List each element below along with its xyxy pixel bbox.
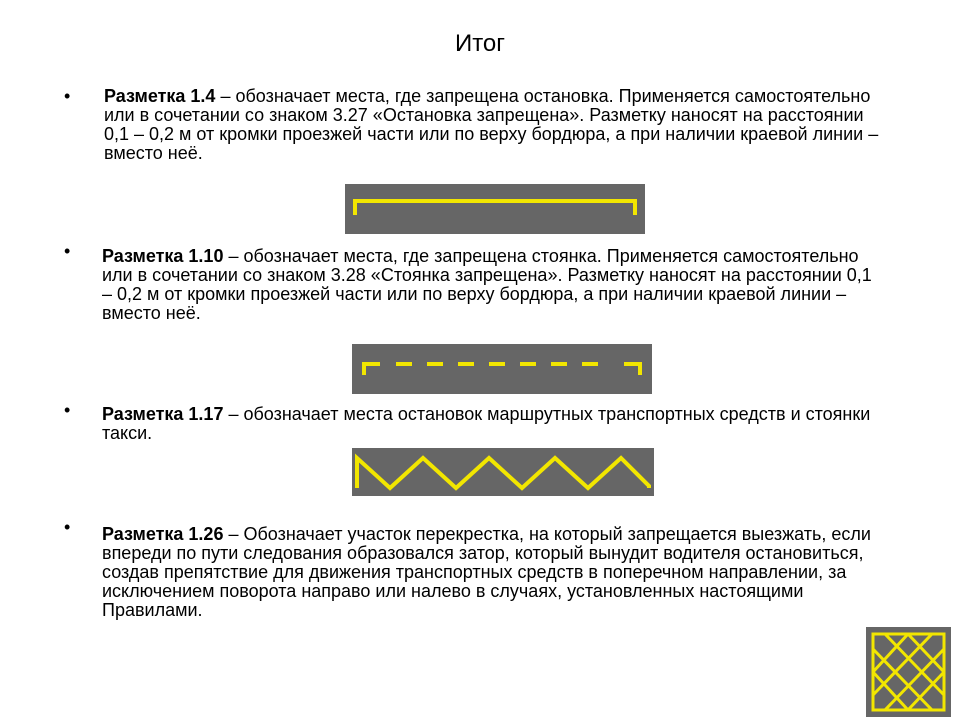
bullet: • <box>64 517 71 537</box>
marking-1-4-solid-line-illustration <box>345 184 645 234</box>
marking-1-10-label: Разметка 1.10 <box>102 246 224 266</box>
marking-1-4-text: – обозначает места, где запрещена остановка. Применяется самостоятельно или в сочетании со знаком 3.27 «Остановка запрещена». Разметку наносят на расстоянии 0,1 – 0,2 м от кромки проезжей части или по верху бордюра, а при наличии краевой линии – вместо неё. <box>104 86 879 163</box>
marking-1-4-description <box>104 87 884 163</box>
marking-1-26-text: – Обозначает участок перекрестка, на который запрещается выезжать, если впереди по пути следования образовался затор, который вынудит водителя остановиться, создав препятствие для движения транспортных средств в поперечном направлении, за исключением поворота направо или налево в случаях, установленных настоящими Правилами. <box>102 524 871 620</box>
marking-1-26-label: Разметка 1.26 <box>102 524 224 544</box>
bullet: • <box>64 86 71 106</box>
marking-1-10-description <box>102 247 882 323</box>
bullet: • <box>64 241 71 261</box>
marking-1-4-label: Разметка 1.4 <box>104 86 216 106</box>
marking-1-17-description <box>102 405 882 443</box>
slide-title: Итог <box>454 30 506 57</box>
marking-1-17-zigzag-illustration <box>352 448 654 496</box>
bullet: • <box>64 400 71 420</box>
marking-1-10-dashed-line-illustration <box>352 344 652 394</box>
marking-1-17-label: Разметка 1.17 <box>102 404 224 424</box>
marking-1-26-description <box>102 525 882 620</box>
marking-1-26-waffle-grid-illustration <box>866 627 951 717</box>
marking-1-17-text: – обозначает места остановок маршрутных транспортных средств и стоянки такси. <box>102 404 871 443</box>
marking-1-10-text: – обозначает места, где запрещена стоянка. Применяется самостоятельно или в сочетании со знаком 3.28 «Стоянка запрещена». Разметку наносят на расстоянии 0,1 – 0,2 м от кромки проезжей части или по верху бордюра, а при наличии краевой линии – вместо неё. <box>102 246 872 323</box>
